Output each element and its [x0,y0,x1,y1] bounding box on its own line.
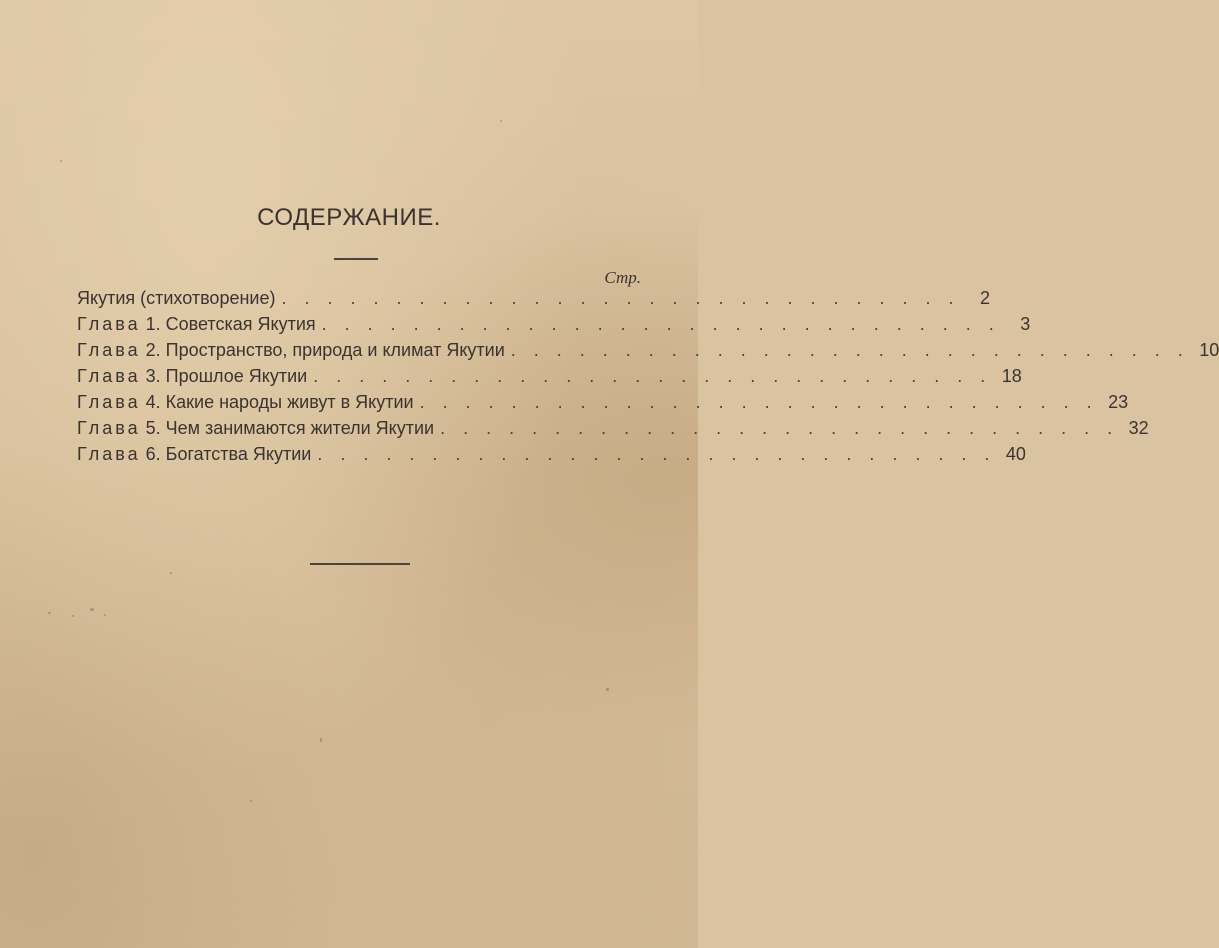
paper-speck [500,120,502,122]
toc-entry [77,418,1149,444]
toc-entry-label: 3. Прошлое Якутии [145,366,308,386]
title-divider [334,258,378,260]
paper-speck [60,160,62,162]
toc-dot-leader: . . . . . . . . . . . . . . . . . . . . . . . . . . . . . . [419,392,1099,412]
toc-entry [77,444,1026,470]
toc-entry-label: Якутия (стихотворение) [77,288,276,308]
paper-speck [104,614,106,616]
toc-entry-label: 2. Пространство, природа и климат Якутии [145,340,505,360]
toc-entry-chapter: Глава [77,418,141,438]
toc-entry-chapter: Глава [77,392,141,412]
toc-entry [77,366,1022,392]
toc-entry-title [77,288,275,309]
toc-entry-title [77,340,505,361]
toc-entry-chapter: Глава [77,444,141,464]
toc-dot-leader: . . . . . . . . . . . . . . . . . . . . . . . . . . . . . . [321,314,1001,334]
toc-entry-page: 18 [1001,366,1022,386]
toc-entry [77,340,1219,366]
toc-entry-label: 4. Какие народы живут в Якутии [145,392,414,412]
toc-dot-leader: . . . . . . . . . . . . . . . . . . . . . . . . . . . . . . [317,444,996,464]
toc-entry-label: 1. Советская Якутия [145,314,316,334]
paper-speck [48,612,51,614]
toc-dot-leader: . . . . . . . . . . . . . . . . . . . . . . . . . . . . . . [281,288,961,308]
toc-entry-title [77,418,434,439]
paper-speck [320,738,322,742]
toc-entry [77,314,1031,340]
toc-entry-page: 10 [1199,340,1219,360]
toc-entry-chapter: Глава [77,366,141,386]
toc-entry-title [77,444,311,465]
paper-speck [606,688,609,691]
end-divider [310,563,410,565]
paper-speck [250,800,252,802]
toc-dot-leader: . . . . . . . . . . . . . . . . . . . . . . . . . . . . . . [313,366,992,386]
paper-speck [72,615,74,617]
toc-entry-page: 40 [1005,444,1026,464]
toc-entry-title [77,366,307,387]
paper-speck [90,608,94,611]
toc-entry-chapter: Глава [77,340,141,360]
toc-entry-page: 2 [980,288,991,308]
toc-entry-label: 6. Богатства Якутии [145,444,312,464]
toc-entry [77,392,1129,418]
toc-dot-leader: . . . . . . . . . . . . . . . . . . . . . . . . . . . . . . [510,340,1190,360]
toc-entry-page: 32 [1128,418,1149,438]
toc-dot-leader: . . . . . . . . . . . . . . . . . . . . . . . . . . . . . . [440,418,1119,438]
toc-entry-title [77,392,414,413]
toc-entry-title [77,314,316,335]
table-of-contents [77,288,1219,470]
page-title: СОДЕРЖАНИЕ. [257,204,441,231]
toc-entry-page: 3 [1020,314,1031,334]
toc-entry-chapter: Глава [77,314,141,334]
toc-entry [77,288,991,314]
toc-entry-page: 23 [1108,392,1129,412]
toc-entry-label: 5. Чем занимаются жители Якутии [145,418,435,438]
page-column-header: Стр. [604,268,641,287]
paper-speck [170,572,172,574]
